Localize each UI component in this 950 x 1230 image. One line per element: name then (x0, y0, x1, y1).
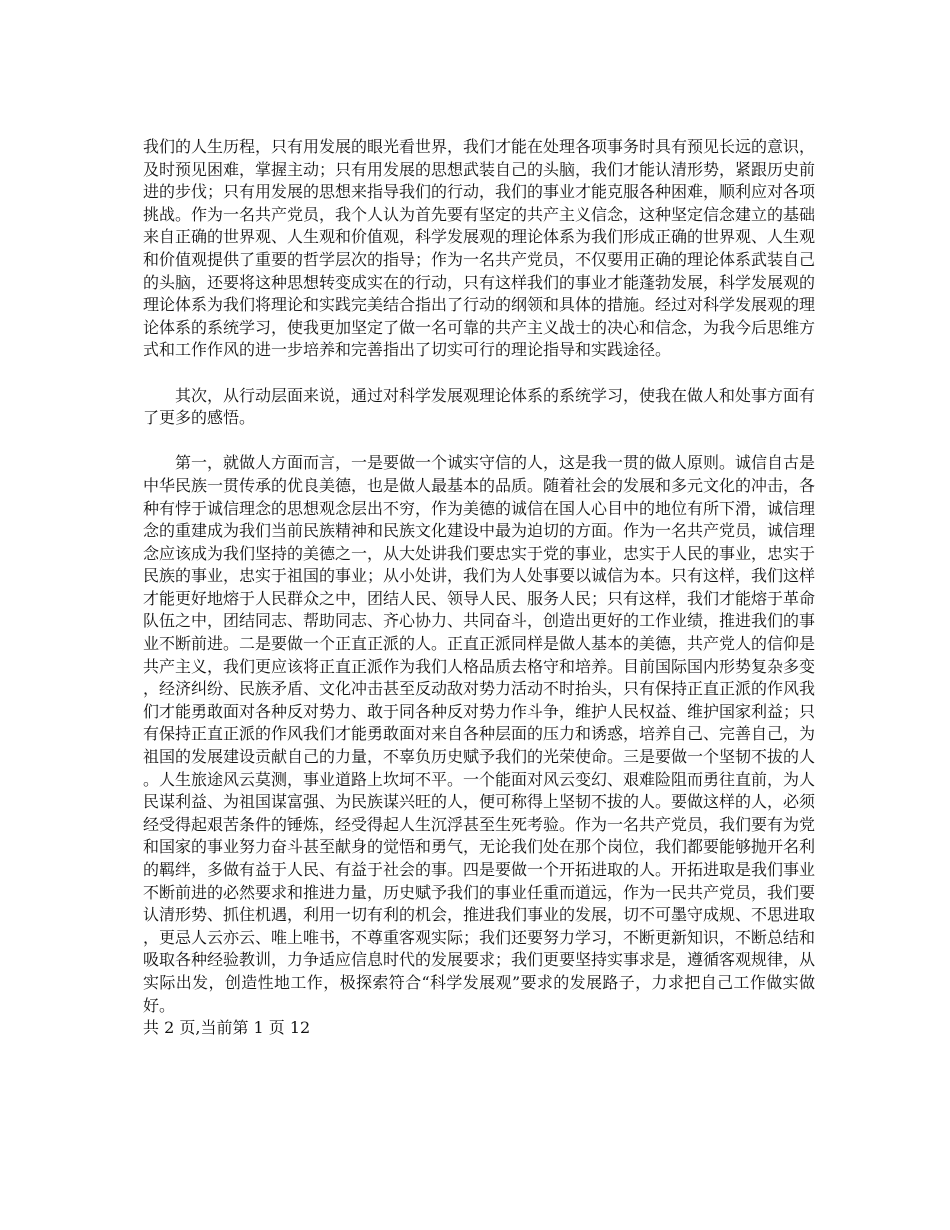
paragraph-first-point: 第一，就做人方面而言，一是要做一个诚实守信的人，这是我一贯的做人原则。诚信自古是中华民族一贯传承的优良美德，也是做人最基本的品质。随着社会的发展和多元文化的冲击，各种有悖于诚信理念的思想观念层出不穷，作为美德的诚信在国人心目中的地位有所下滑，诚信理念的重建成为我们当前民族精神和民族文化建设中最为迫切的方面。作为一名共产党员，诚信理念应该成为我们坚持的美德之一，从大处讲我们要忠实于党的事业，忠实于人民的事业，忠实于民族的事业，忠实于祖国的事业；从小处讲，我们为人处事要以诚信为本。只有这样，我们这样才能更好地熔于人民群众之中，团结人民、领导人民、服务人民；只有这样，我们才能熔于革命队伍之中，团结同志、帮助同志、齐心协力、共同奋斗，创造出更好的工作业绩，推进我们的事业不断前进。二是要做一个正直正派的人。正直正派同样是做人基本的美德，共产党人的信仰是共产主义，我们更应该将正直正派作为我们人格品质去格守和培养。目前国际国内形势复杂多变，经济纠纷、民族矛盾、文化冲击甚至反动敌对势力活动不时抬头，只有保持正直正派的作风我们才能勇敢面对各种反对势力、敢于同各种反对势力作斗争，维护人民权益、维护国家利益；只有保持正直正派的作风我们才能勇敢面对来自各种层面的压力和诱惑，培养自己、完善自己，为祖国的发展建设贡献自己的力量，不辜负历史赋予我们的光荣使命。三是要做一个坚韧不拔的人。人生旅途风云莫测，事业道路上坎坷不平。一个能面对风云变幻、艰难险阻而勇往直前，为人民谋利益、为祖国谋富强、为民族谋兴旺的人，便可称得上坚韧不拔的人。要做这样的人，必须经受得起艰苦条件的锤炼，经受得起人生沉浮甚至生死考验。作为一名共产党员，我们要有为党和国家的事业努力奋斗甚至献身的觉悟和勇气，无论我们处在那个岗位，我们都要能够抛开名利的羁绊，多做有益于人民、有益于社会的事。四是要做一个开拓进取的人。开拓进取是我们事业不断前进的必然要求和推进力量，历史赋予我们的事业任重而道远，作为一民共产党员，我们要认清形势、抓住机遇，利用一切有利的机会，推进我们事业的发展，切不可墨守成规、不思进取，更忌人云亦云、唯上唯书，不尊重客观实际；我们还要努力学习，不断更新知识，不断总结和吸取各种经验教训，力争适应信息时代的发展要求；我们更要坚持实事求是，遵循客观规律，从实际出发，创造性地工作，极探索符合“科学发展观”要求的发展路子，力求把自己工作做实做好。 (143, 453, 816, 1015)
paragraph-spacer (143, 362, 815, 385)
paragraph-secondly: 其次，从行动层面来说，通过对科学发展观理论体系的系统学习，使我在做人和处事方面有了更多的感悟。 (143, 385, 816, 428)
paragraph-intro-continued: 我们的人生历程，只有用发展的眼光看世界，我们才能在处理各项事务时具有预见长远的意识，及时预见困难，掌握主动；只有用发展的思想武装自己的头脑，我们才能认清形势，紧跟历史前进的步伐；只有用发展的思想来指导我们的行动，我们的事业才能克服各种困难，顺利应对各项挑战。作为一名共产党员，我个人认为首先要有坚定的共产主义信念，这种坚定信念建立的基础来自正确的世界观、人生观和价值观，科学发展观的理论体系为我们形成正确的世界观、人生观和价值观提供了重要的哲学层次的指导；作为一名共产党员，不仅要用正确的理论体系武装自己的头脑，还要将这种思想转变成实在的行动，只有这样我们的事业才能蓬勃发展，科学发展观的理论体系为我们将理论和实践完美结合指出了行动的纲领和具体的措施。经过对科学发展观的理论体系的系统学习，使我更加坚定了做一名可靠的共产主义战士的决心和信念，为我今后思维方式和工作作风的进一步培养和完善指出了切实可行的理论指导和实践途径。 (143, 137, 816, 360)
page-footer: 共 2 页,当前第 1 页 12 (143, 1018, 311, 1038)
document-page (143, 136, 815, 1040)
paragraph-spacer (143, 430, 815, 453)
